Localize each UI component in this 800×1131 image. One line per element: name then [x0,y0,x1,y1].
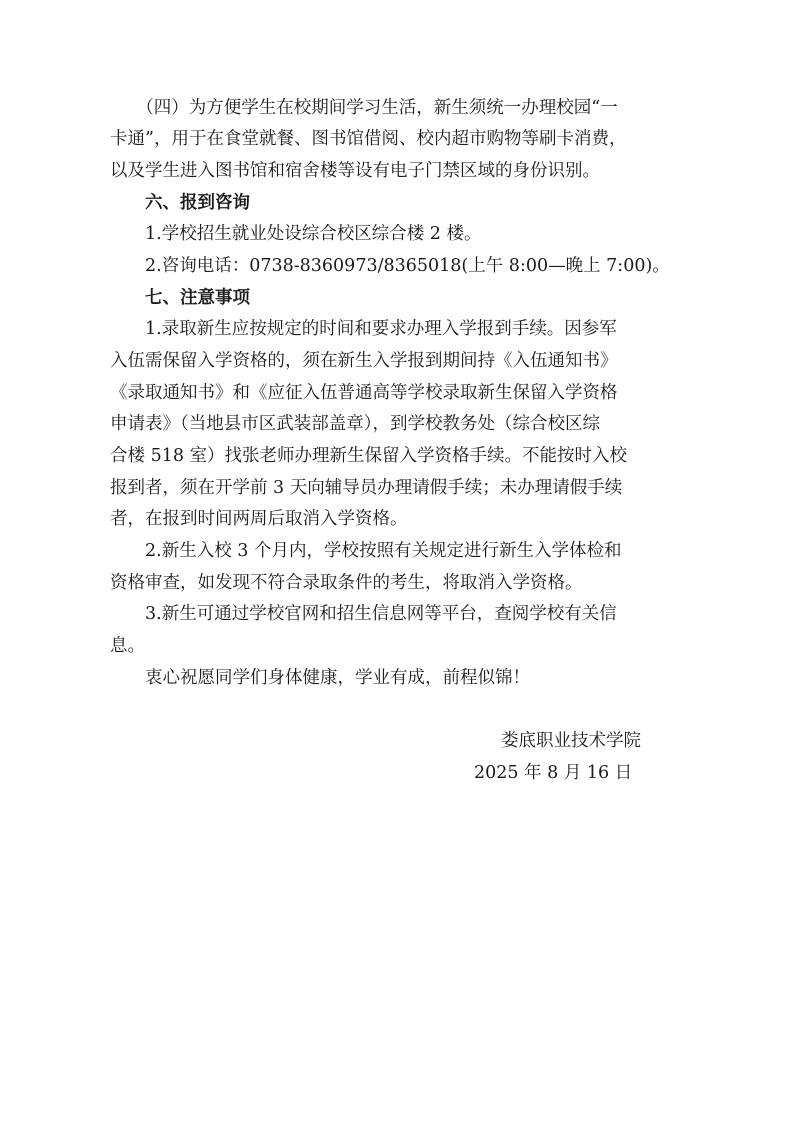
note-3-line-1: 3.新生可通过学校官网和招生信息网等平台，查阅学校有关信 [110,604,617,624]
note-1-line-4: 申请表》（当地县市区武装部盖章），到学校教务处（综合校区综 [110,414,600,434]
note-1-line-6: 报到者，须在开学前 3 天向辅导员办理请假手续；未办理请假手续 [110,478,623,498]
note-2-line-1: 2.新生入校 3 个月内，学校按照有关规定进行新生入学体检和 [110,541,622,561]
note-3-line-2: 息。 [110,636,145,656]
paragraph-campus-card-line-2: 卡通”，用于在食堂就餐、图书馆借阅、校内超市购物等刷卡消费， [110,129,627,149]
signature-date: 2025 年 8 月 16 日 [474,763,633,783]
note-1-line-2: 入伍需保留入学资格的，须在新生入学报到期间持《入伍通知书》 [110,351,618,371]
consult-item-phone: 2.咨询电话：0738-8360973/8365018(上午 8:00—晚上 7:00)。 [110,256,670,276]
section-heading-registration-consult: 六、报到咨询 [110,193,250,213]
note-2-line-2: 资格审查，如发现不符合录取条件的考生，将取消入学资格。 [110,573,583,593]
paragraph-campus-card-line-1: （四）为方便学生在校期间学习生活，新生须统一办理校园“一 [110,98,618,118]
signature-institution: 娄底职业技术学院 [501,731,641,751]
note-1-line-1: 1.录取新生应按规定的时间和要求办理入学报到手续。因参军 [110,319,617,339]
note-1-line-3: 《录取通知书》和《应征入伍普通高等学校录取新生保留入学资格 [110,383,618,403]
note-1-line-7: 者，在报到时间两周后取消入学资格。 [110,509,408,529]
closing-wishes: 衷心祝愿同学们身体健康，学业有成，前程似锦！ [110,668,530,688]
consult-item-location: 1.学校招生就业处设综合校区综合楼 2 楼。 [110,224,482,244]
note-1-line-5: 合楼 518 室）找张老师办理新生保留入学资格手续。不能按时入校 [110,446,628,466]
section-heading-notes: 七、注意事项 [110,288,250,308]
paragraph-campus-card-line-3: 以及学生进入图书馆和宿舍楼等设有电子门禁区域的身份识别。 [110,161,600,181]
